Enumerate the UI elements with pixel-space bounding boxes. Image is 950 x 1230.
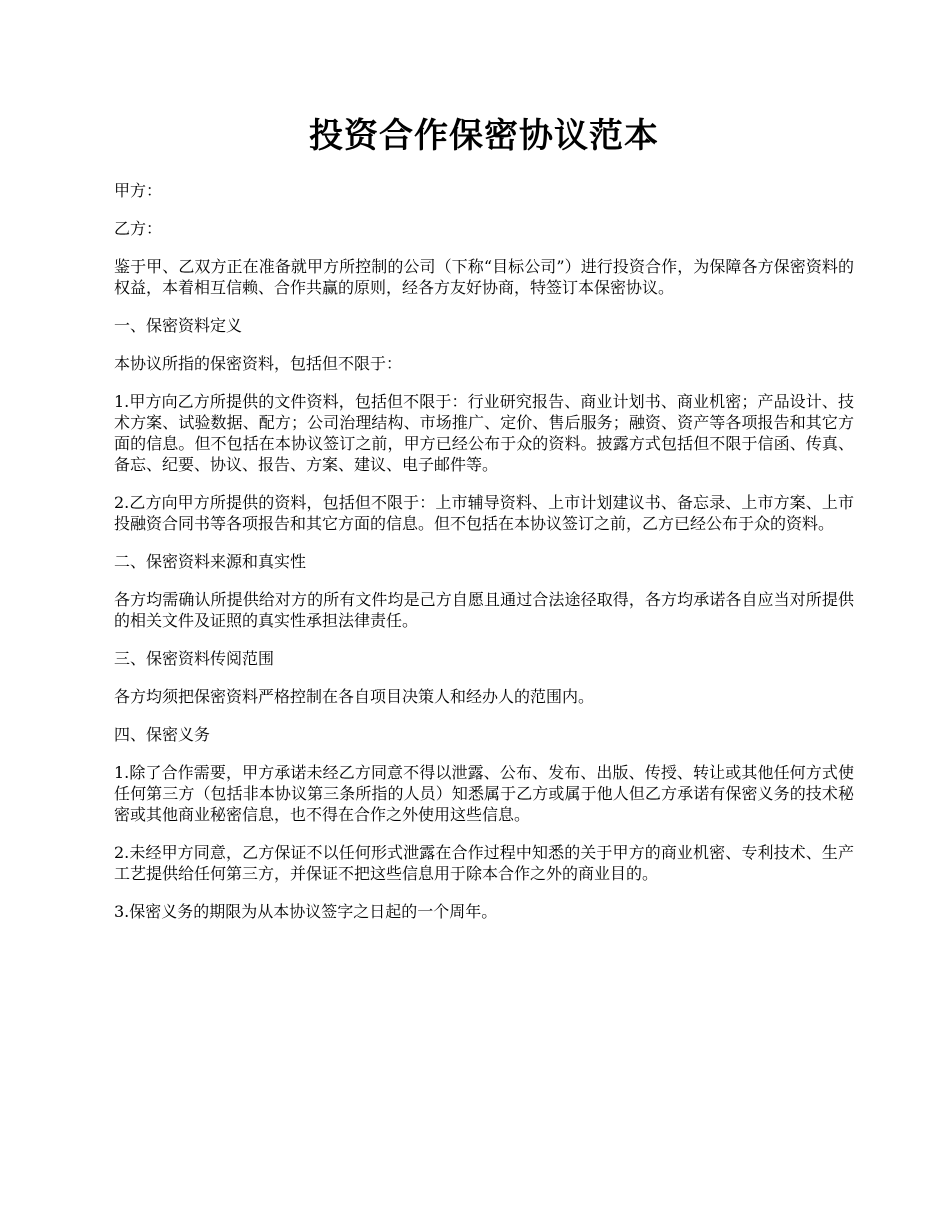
party-a-line: 甲方： — [114, 181, 163, 200]
section4-item1: 1.除了合作需要，甲方承诺未经乙方同意不得以泄露、公布、发布、出版、传授、转让或其他任何方式使任何第三方（包括非本协议第三条所指的人员）知悉属于乙方或属于他人但乙方承诺有保密义务的技术秘密或其他商业秘密信息，也不得在合作之外使用这些信息。 — [114, 763, 854, 824]
section1-heading: 一、保密资料定义 — [114, 316, 243, 335]
preamble-paragraph: 鉴于甲、乙双方正在准备就甲方所控制的公司（下称“目标公司”）进行投资合作，为保障各方保密资料的权益，本着相互信赖、合作共赢的原则，经各方友好协商，特签订本保密协议。 — [114, 257, 854, 297]
section3-heading: 三、保密资料传阅范围 — [114, 649, 275, 668]
section4-item3: 3.保密义务的期限为从本协议签字之日起的一个周年。 — [114, 902, 498, 921]
section1-intro: 本协议所指的保密资料，包括但不限于： — [114, 354, 403, 373]
document-page — [114, 112, 854, 939]
section1-item1: 1.甲方向乙方所提供的文件资料，包括但不限于：行业研究报告、商业计划书、商业机密；产品设计、技术方案、试验数据、配方；公司治理结构、市场推广、定价、售后服务；融资、资产等各项报告和其它方面的信息。但不包括在本协议签订之前，甲方已经公布于众的资料。披露方式包括但不限于信函、传真、备忘、纪要、协议、报告、方案、建议、电子邮件等。 — [114, 392, 854, 474]
section2-heading: 二、保密资料来源和真实性 — [114, 552, 307, 571]
section4-item2: 2.未经甲方同意，乙方保证不以任何形式泄露在合作过程中知悉的关于甲方的商业机密、专利技术、生产工艺提供给任何第三方，并保证不把这些信息用于除本合作之外的商业目的。 — [114, 843, 854, 883]
document-title: 投资合作保密协议范本 — [309, 116, 659, 156]
section2-body: 各方均需确认所提供给对方的所有文件均是己方自愿且通过合法途径取得，各方均承诺各自应当对所提供的相关文件及证照的真实性承担法律责任。 — [114, 590, 854, 630]
section3-body: 各方均须把保密资料严格控制在各自项目决策人和经办人的范围内。 — [114, 687, 595, 706]
section1-item2: 2.乙方向甲方所提供的资料，包括但不限于：上市辅导资料、上市计划建议书、备忘录、上市方案、上市投融资合同书等各项报告和其它方面的信息。但不包括在本协议签订之前，乙方已经公布于众的资料。 — [114, 493, 854, 533]
section4-heading: 四、保密义务 — [114, 725, 211, 744]
party-b-line: 乙方： — [114, 219, 163, 238]
